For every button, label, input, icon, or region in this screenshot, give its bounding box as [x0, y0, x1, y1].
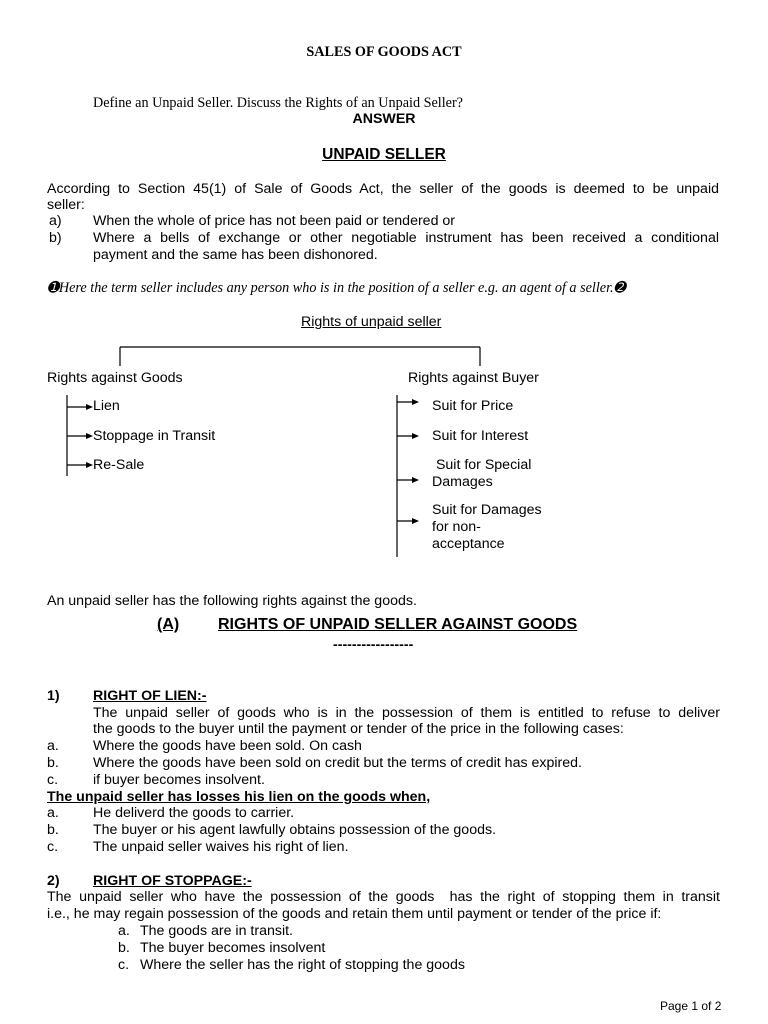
buyer-item-special-1: Suit for Special — [432, 457, 532, 473]
stoppage-para-line-2: i.e., he may regain possession of the goods and retain them until payment or tender of the price if: — [47, 906, 662, 922]
buyer-arrowhead-price — [412, 399, 419, 405]
goods-branch-label: Rights against Goods — [47, 370, 183, 386]
condition-b-text: Where a bells of exchange or other negotiable instrument has been received a conditional — [93, 230, 719, 246]
buyer-item-price: Suit for Price — [432, 398, 514, 414]
stoppage-cond-c-text: Where the seller has the right of stopping the goods — [140, 957, 465, 973]
lien-title: RIGHT OF LIEN:- — [93, 688, 207, 704]
stoppage-cond-a-marker: a. — [118, 923, 130, 939]
lien-case-b-text: Where the goods have been sold on credit but the terms of credit has expired. — [93, 755, 582, 771]
condition-b-marker: b) — [49, 230, 62, 246]
intro-line-1: According to Section 45(1) of Sale of Goods Act, the seller of the goods is deemed to be unpaid — [47, 181, 719, 197]
buyer-item-interest: Suit for Interest — [432, 428, 529, 444]
goods-item-stoppage: Stoppage in Transit — [93, 428, 216, 444]
rights-heading: Rights of unpaid seller — [301, 314, 442, 330]
page-number: Page 1 of 2 — [660, 999, 722, 1013]
lien-loss-c-marker: c. — [47, 839, 59, 855]
buyer-branch-label: Rights against Buyer — [408, 370, 539, 386]
section-a-intro: An unpaid seller has the following rights against the goods. — [47, 593, 417, 609]
question-text: Define an Unpaid Seller. Discuss the Rights of an Unpaid Seller? — [93, 95, 463, 111]
stoppage-para-line-1: The unpaid seller who have the possession of the goods has the right of stopping them in transit — [47, 889, 720, 905]
stoppage-title: RIGHT OF STOPPAGE:- — [93, 873, 252, 889]
lien-case-c-marker: c. — [47, 772, 59, 788]
stoppage-number: 2) — [47, 873, 60, 889]
section-a-marker: (A) — [157, 616, 180, 633]
goods-arrowhead-lien — [86, 404, 93, 410]
stoppage-cond-a-text: The goods are in transit. — [140, 923, 293, 939]
lien-number: 1) — [47, 688, 60, 704]
buyer-arrowhead-nonacceptance — [412, 518, 419, 524]
goods-item-resale: Re-Sale — [93, 457, 145, 473]
lien-loss-heading: The unpaid seller has losses his lien on the goods when, — [47, 789, 431, 805]
lien-case-a-text: Where the goods have been sold. On cash — [93, 738, 362, 754]
lien-loss-c-text: The unpaid seller waives his right of lien. — [93, 839, 349, 855]
buyer-arrowhead-special — [412, 477, 419, 483]
lien-loss-b-text: The buyer or his agent lawfully obtains possession of the goods. — [93, 822, 497, 838]
buyer-arrowhead-interest — [412, 433, 419, 439]
stoppage-cond-c-marker: c. — [118, 957, 130, 973]
lien-loss-a-text: He deliverd the goods to carrier. — [93, 805, 295, 821]
stoppage-cond-b-marker: b. — [118, 940, 130, 956]
condition-a-text: When the whole of price has not been paid or tendered or — [93, 213, 456, 229]
condition-b-text-cont: payment and the same has been dishonored. — [93, 247, 378, 263]
heading-unpaid-seller: UNPAID SELLER — [322, 146, 446, 163]
lien-para-line-1: The unpaid seller of goods who is in the possession of them is entitled to refuse to deliver — [93, 705, 720, 721]
lien-case-b-marker: b. — [47, 755, 59, 771]
lien-loss-b-marker: b. — [47, 822, 59, 838]
lien-loss-a-marker: a. — [47, 805, 59, 821]
section-a-rule: ----------------- — [333, 637, 414, 653]
goods-item-lien: Lien — [93, 398, 120, 414]
lien-para-line-2: the goods to the buyer until the payment or tender of the price in the following cases: — [93, 721, 624, 737]
goods-arrowhead-stoppage — [86, 433, 93, 439]
seller-note: ➊Here the term seller includes any person who is in the position of a seller e.g. an agent of a seller.➋ — [47, 280, 626, 296]
lien-case-a-marker: a. — [47, 738, 59, 754]
buyer-item-nonacceptance-1: Suit for Damages — [432, 502, 542, 518]
lien-case-c-text: if buyer becomes insolvent. — [93, 772, 265, 788]
buyer-item-nonacceptance-3: acceptance — [432, 536, 505, 552]
goods-arrowhead-resale — [86, 462, 93, 468]
section-a-title: RIGHTS OF UNPAID SELLER AGAINST GOODS — [218, 616, 578, 633]
buyer-item-nonacceptance-2: for non- — [432, 519, 481, 535]
buyer-item-special-2: Damages — [432, 474, 493, 490]
condition-a-marker: a) — [49, 213, 62, 229]
answer-label: ANSWER — [352, 111, 416, 127]
document-title: SALES OF GOODS ACT — [306, 44, 462, 60]
stoppage-cond-b-text: The buyer becomes insolvent — [140, 940, 326, 956]
intro-line-2: seller: — [47, 197, 85, 213]
